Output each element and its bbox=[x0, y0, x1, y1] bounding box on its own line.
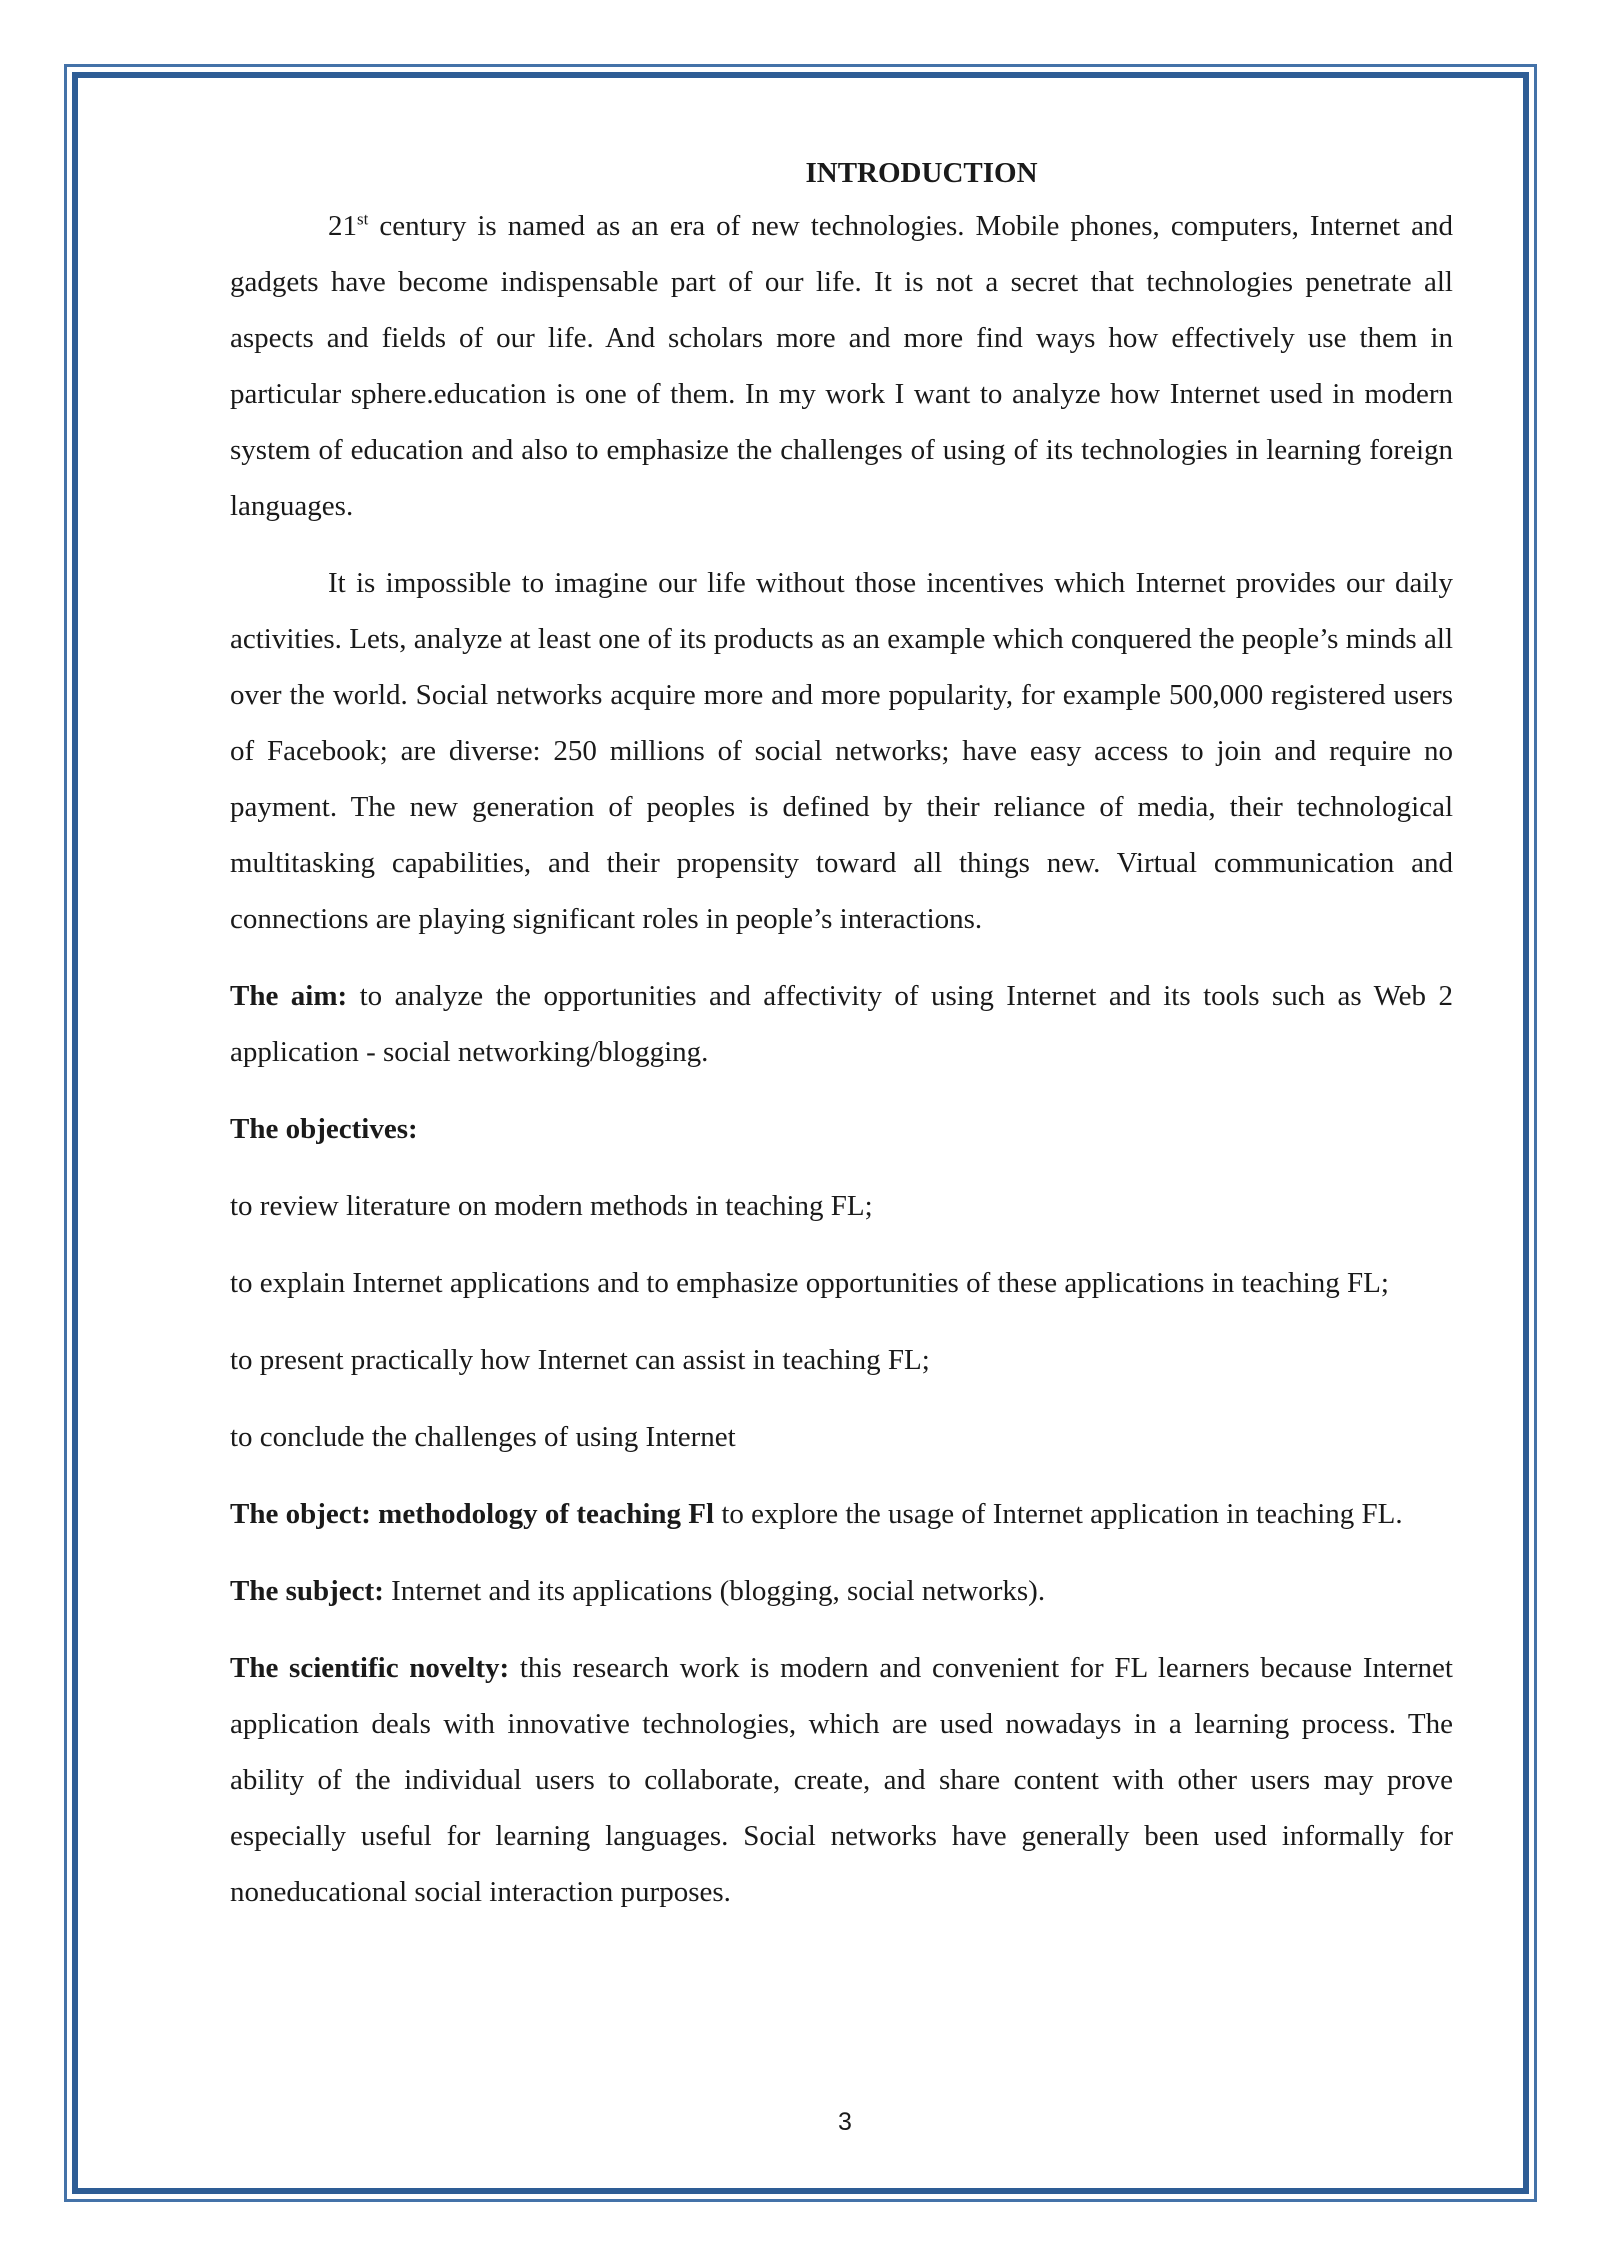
intro-paragraph-1-text: century is named as an era of new technologies. Mobile phones, computers, Internet and gadgets have become indispensable part of our life. It is not a secret that technologies penetrate all aspects and fields of our life. And scholars more and more find ways how effectively use them in particular sphere.education is one of them. In my work I want to analyze how Internet used in modern system of education and also to emphasize the challenges of using of its technologies in learning foreign languages. bbox=[230, 210, 1453, 522]
page-number: 3 bbox=[838, 2108, 852, 2136]
novelty-paragraph bbox=[230, 1640, 1453, 1920]
page-title: INTRODUCTION bbox=[805, 157, 1038, 189]
objective-item: to review literature on modern methods in teaching FL; bbox=[230, 1190, 873, 1222]
object-label: The object: methodology of teaching Fl bbox=[230, 1498, 715, 1530]
novelty-label: The scientific novelty: bbox=[230, 1652, 510, 1684]
ordinal-suffix: st bbox=[357, 209, 369, 229]
object-paragraph bbox=[230, 1486, 1453, 1542]
subject-text: Internet and its applications (blogging, social networks). bbox=[383, 1575, 1046, 1607]
objective-item: to present practically how Internet can assist in teaching FL; bbox=[230, 1344, 930, 1376]
subject-label: The subject: bbox=[230, 1575, 384, 1607]
aim-paragraph bbox=[230, 968, 1453, 1080]
page-content bbox=[230, 148, 1453, 1920]
objective-item: to conclude the challenges of using Internet bbox=[230, 1421, 736, 1453]
object-text: to explore the usage of Internet application in teaching FL. bbox=[714, 1498, 1403, 1530]
intro-paragraph-1 bbox=[230, 198, 1453, 534]
objectives-heading bbox=[230, 1101, 1453, 1157]
novelty-text: this research work is modern and convenient for FL learners because Internet application deals with innovative technologies, which are used nowadays in a learning process. The ability of the individual users to collaborate, create, and share content with other users may prove especially useful for learning languages. Social networks have generally been used informally for noneducational social interaction purposes. bbox=[230, 1652, 1453, 1908]
century-number: 21 bbox=[328, 210, 357, 242]
aim-text: to analyze the opportunities and affectivity of using Internet and its tools such as Web 2 application - social networking/blogging. bbox=[230, 980, 1453, 1068]
objective-item: to explain Internet applications and to emphasize opportunities of these applications in teaching FL; bbox=[230, 1267, 1389, 1299]
objectives-label: The objectives: bbox=[230, 1113, 418, 1145]
intro-paragraph-2: It is impossible to imagine our life without those incentives which Internet provides our daily activities. Lets, analyze at least one of its products as an example which conquered the people’s minds all over the world. Social networks acquire more and more popularity, for example 500,000 registered users of Facebook; are diverse: 250 millions of social networks; have easy access to join and require no payment. The new generation of peoples is defined by their reliance of media, their technological multitasking capabilities, and their propensity toward all things new. Virtual communication and connections are playing significant roles in people’s interactions. bbox=[230, 567, 1453, 935]
aim-label: The aim: bbox=[230, 980, 348, 1012]
subject-paragraph bbox=[230, 1563, 1453, 1619]
